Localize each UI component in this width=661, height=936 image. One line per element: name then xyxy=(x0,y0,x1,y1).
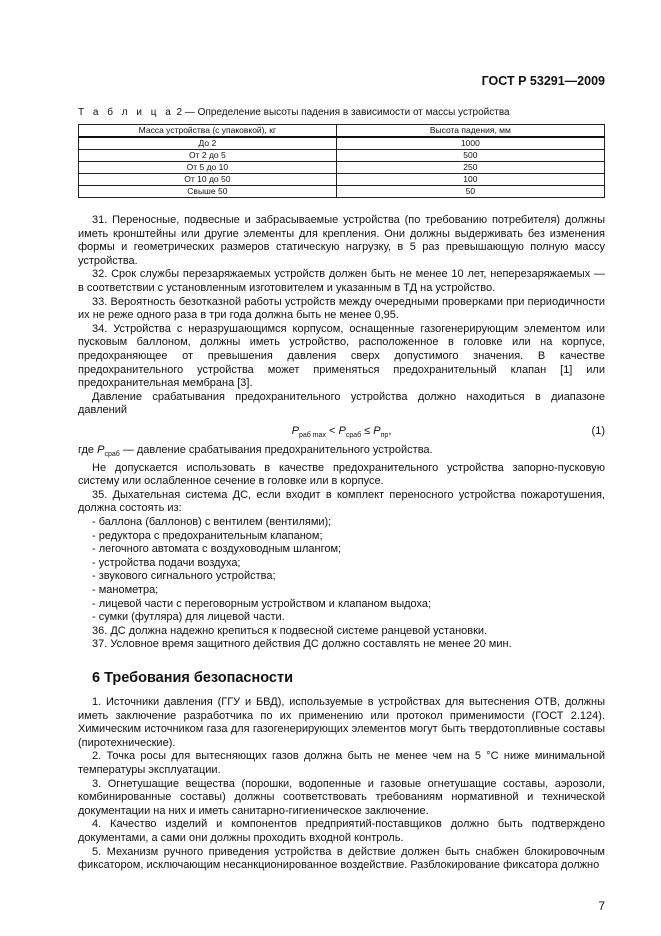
table-cell: 250 xyxy=(336,162,604,174)
paragraph-37: 37. Условное время защитного действия ДС должно составлять не менее 20 мин. xyxy=(92,638,512,651)
paragraph-36: 36. ДС должна надежно крепиться к подвесной системе ранцевой установки. xyxy=(92,624,488,637)
formula-subscript: пр xyxy=(380,432,389,440)
table-row xyxy=(79,137,605,150)
table-cell: 1000 xyxy=(336,137,604,150)
page-number: 7 xyxy=(598,899,605,913)
where-subscript: сраб xyxy=(104,451,120,459)
table-header-mass: Масса устройства (с упаковкой), кг xyxy=(79,125,337,138)
paragraph-32: 32. Срок службы перезаряжаемых устройств должен быть не менее 10 лет, неперезаряжаемых — в соответствии с установленным изготовителем и указанным в ТД на устройство. xyxy=(78,268,605,294)
table-row xyxy=(79,174,605,186)
paragraph-33: 33. Вероятность безотказной работы устройств между очередными проверками при периодичности их не реже одного раза в три года должна быть не менее 0,95. xyxy=(78,295,605,322)
list-item: - лицевой части с переговорным устройством и клапаном выдоха; xyxy=(92,597,432,610)
section6-item: 4. Качество изделий и компонентов предприятий-поставщиков должно быть подтверждено документами, а сами они должны проходить входной контроль. xyxy=(78,818,605,844)
table-cell: 50 xyxy=(336,186,604,198)
document-body xyxy=(78,214,605,873)
section6-item: 1. Источники давления (ГГУ и БВД), используемые в устройствах для вытеснения ОТВ, должны иметь заключение разработчика по их применению или протокол применимости (ГОСТ 2.124). Химическим источником газа для газогенерирующих элементов могут быть твердотопливные составы (пиротехнические). xyxy=(78,696,605,749)
table-cell: 100 xyxy=(336,174,604,186)
formula-operator: ≤ xyxy=(361,424,374,437)
table-caption xyxy=(78,107,510,118)
formula-tail: , xyxy=(388,424,392,437)
formula-subscript: раб max xyxy=(298,432,326,440)
where-prefix: где xyxy=(78,443,98,456)
table-row xyxy=(79,150,605,162)
section6-item: 2. Точка росы для вытесняющих газов должна быть не менее чем на 5 °С ниже минимальной температуры эксплуатации. xyxy=(78,750,605,776)
paragraph-34: 34. Устройства с неразрушающимся корпусом, оснащенные газогенерирующим элементом или пусковым баллоном, должны иметь устройство, расположенное в головке или на корпусе, предохраняющее от превышения давления сверх допустимого значения. В качестве предохранительного устройства может применяться предохранительный клапан [1] или предохранительная мембрана [3]. xyxy=(78,322,605,390)
table-cell: От 5 до 10 xyxy=(79,162,337,174)
formula-symbol: P xyxy=(373,424,381,437)
table-cell: 500 xyxy=(336,150,604,162)
list-item: - редуктора с предохранительным клапаном; xyxy=(92,529,323,542)
paragraph-31: 31. Переносные, подвесные и забрасываемые устройства (по требованию потребителя) должны иметь кронштейны или другие элементы для крепления. Они должны выдерживать без изменения формы и геометрических размеров статическую нагрузку, в 5 раз превышающую полную массу устройства. xyxy=(78,214,605,267)
section6-item: 3. Огнетушащие вещества (порошки, водопенные и газовые огнетушащие составы, аэрозоли, комбинированные составы) должны соответствовать требованиям нормативной и технической документации на них и иметь санитарно-гигиеническое заключение. xyxy=(78,777,605,817)
table-cell: До 2 xyxy=(79,137,337,150)
formula-subscript: сраб xyxy=(345,432,362,440)
table-caption-text: 2 — Определение высоты падения в зависимости от массы устройства xyxy=(173,107,510,118)
section-heading: 6 Требования безопасности xyxy=(92,670,294,686)
table-cell: От 10 до 50 xyxy=(79,174,337,186)
formula-operator: < xyxy=(325,424,339,437)
formula-where xyxy=(78,444,605,462)
formula-symbol: P xyxy=(338,424,346,437)
document-header: ГОСТ Р 53291—2009 xyxy=(481,74,605,88)
list-item: - манометра; xyxy=(92,584,159,597)
table-caption-prefix: Т а б л и ц а xyxy=(78,107,174,118)
list-item: - легочного автомата с воздуховодным шлангом; xyxy=(92,543,342,556)
paragraph-35: 35. Дыхательная система ДС, если входит в комплект переносного устройства пожаротушения, должна состоять из: xyxy=(78,488,605,515)
formula-1 xyxy=(78,418,605,444)
list-item: - звукового сигнального устройства; xyxy=(92,570,276,583)
paragraph-34-restriction: Не допускается использовать в качестве предохранительного устройства запорно-пусковую систему или ослабленное сечение в головке или в корпусе. xyxy=(78,461,605,488)
drop-height-table xyxy=(78,124,605,198)
table-header-height: Высота падения, мм xyxy=(336,125,604,138)
section6-item: 5. Механизм ручного приведения устройства в действие должен быть снабжен блокировочным фиксатором, исключающим несанкционированное воздействие. Разблокирование фиксатора должно xyxy=(78,845,605,872)
formula-number: (1) xyxy=(591,424,605,437)
table-row xyxy=(79,162,605,174)
where-text: — давление срабатывания предохранительного устройства. xyxy=(119,443,433,456)
table-cell: Свыше 50 xyxy=(79,186,337,198)
list-item: - сумки (футляра) для лицевой части. xyxy=(92,611,285,624)
table-row xyxy=(79,186,605,198)
list-item: - устройства подачи воздуха; xyxy=(92,556,241,569)
where-symbol: P xyxy=(97,443,105,456)
table-cell: От 2 до 5 xyxy=(79,150,337,162)
paragraph-34-pressure: Давление срабатывания предохранительного устройства должно находиться в диапазоне давлений xyxy=(78,390,605,417)
list-item: - баллона (баллонов) с вентилем (вентилями); xyxy=(92,516,332,529)
formula-symbol: P xyxy=(291,424,299,437)
